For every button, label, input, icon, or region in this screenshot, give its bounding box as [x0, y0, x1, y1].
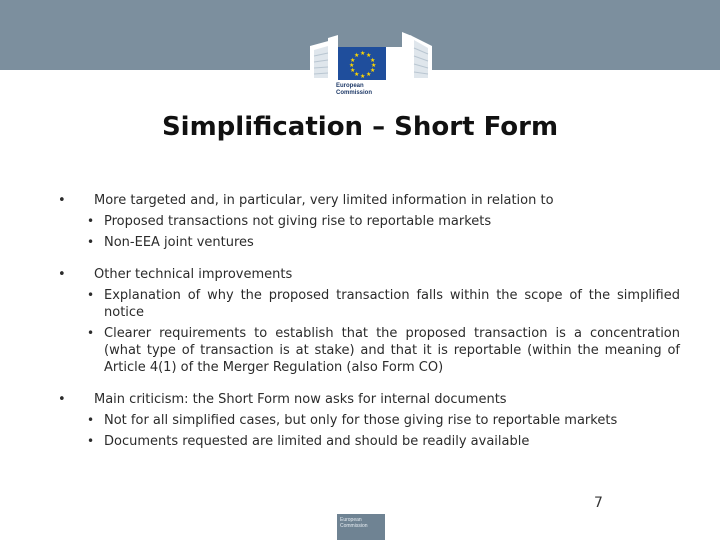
bullet-dot-icon: • — [58, 392, 66, 407]
footer-logo — [337, 514, 385, 540]
svg-text:★: ★ — [360, 73, 366, 80]
svg-text:★: ★ — [349, 62, 355, 69]
svg-text:★: ★ — [360, 50, 366, 57]
bullet-2 — [58, 266, 680, 376]
bullet-1 — [58, 192, 680, 251]
bullet-1-sub-1: • Proposed transactions not giving rise to reportable markets — [87, 214, 492, 229]
bullet-3-sub-2: • Documents requested are limited and should be readily available — [87, 434, 530, 449]
bullet-3 — [58, 391, 680, 450]
svg-text:★: ★ — [354, 52, 360, 59]
slide-title: Simplification – Short Form — [161, 112, 559, 142]
commission-building-icon — [306, 18, 436, 80]
logo-caption-line2: Commission — [336, 90, 373, 96]
svg-text:★: ★ — [371, 62, 377, 69]
svg-text:★: ★ — [366, 71, 372, 78]
logo-caption-line1: European — [336, 83, 364, 89]
svg-text:★: ★ — [370, 67, 376, 74]
sub-bullet-dot-icon: • — [87, 326, 95, 340]
bullet-dot-icon: • — [58, 193, 66, 208]
svg-text:★: ★ — [370, 57, 376, 64]
svg-text:★: ★ — [350, 67, 356, 74]
sub-bullet-dot-icon: • — [87, 434, 95, 448]
sub-bullet-dot-icon: • — [87, 214, 95, 228]
bullet-3-sub-1: • Not for all simplified cases, but only for those giving rise to reportable markets — [87, 413, 618, 428]
bullet-1-sub-2: • Non-EEA joint ventures — [87, 235, 254, 250]
svg-text:★: ★ — [366, 52, 372, 59]
footer-logo-text: European Commission — [340, 517, 368, 529]
svg-text:★: ★ — [350, 57, 356, 64]
bullet-2-sub-2: • Clearer requirements to establish that the proposed transaction is a concentration (what type of transaction is at stake) and that it is reportable (within the meaning of Article 4(1) of the Merger Regulation (also Form CO) — [87, 326, 680, 375]
bullet-2-sub-1: • Explanation of why the proposed transaction falls within the scope of the simplified notice — [87, 288, 680, 320]
bullet-dot-icon: • — [58, 267, 66, 282]
bullet-3-text: Main criticism: the Short Form now asks for internal documents — [94, 392, 507, 407]
sub-bullet-dot-icon: • — [87, 288, 95, 302]
bullet-1-text: More targeted and, in particular, very limited information in relation to — [94, 193, 554, 208]
sub-bullet-dot-icon: • — [87, 235, 95, 249]
svg-text:★: ★ — [354, 71, 360, 78]
bullet-2-text: Other technical improvements — [94, 267, 293, 282]
page-number: 7 — [594, 495, 603, 511]
sub-bullet-dot-icon: • — [87, 413, 95, 427]
slide-content — [58, 192, 680, 465]
logo-caption — [336, 83, 416, 97]
